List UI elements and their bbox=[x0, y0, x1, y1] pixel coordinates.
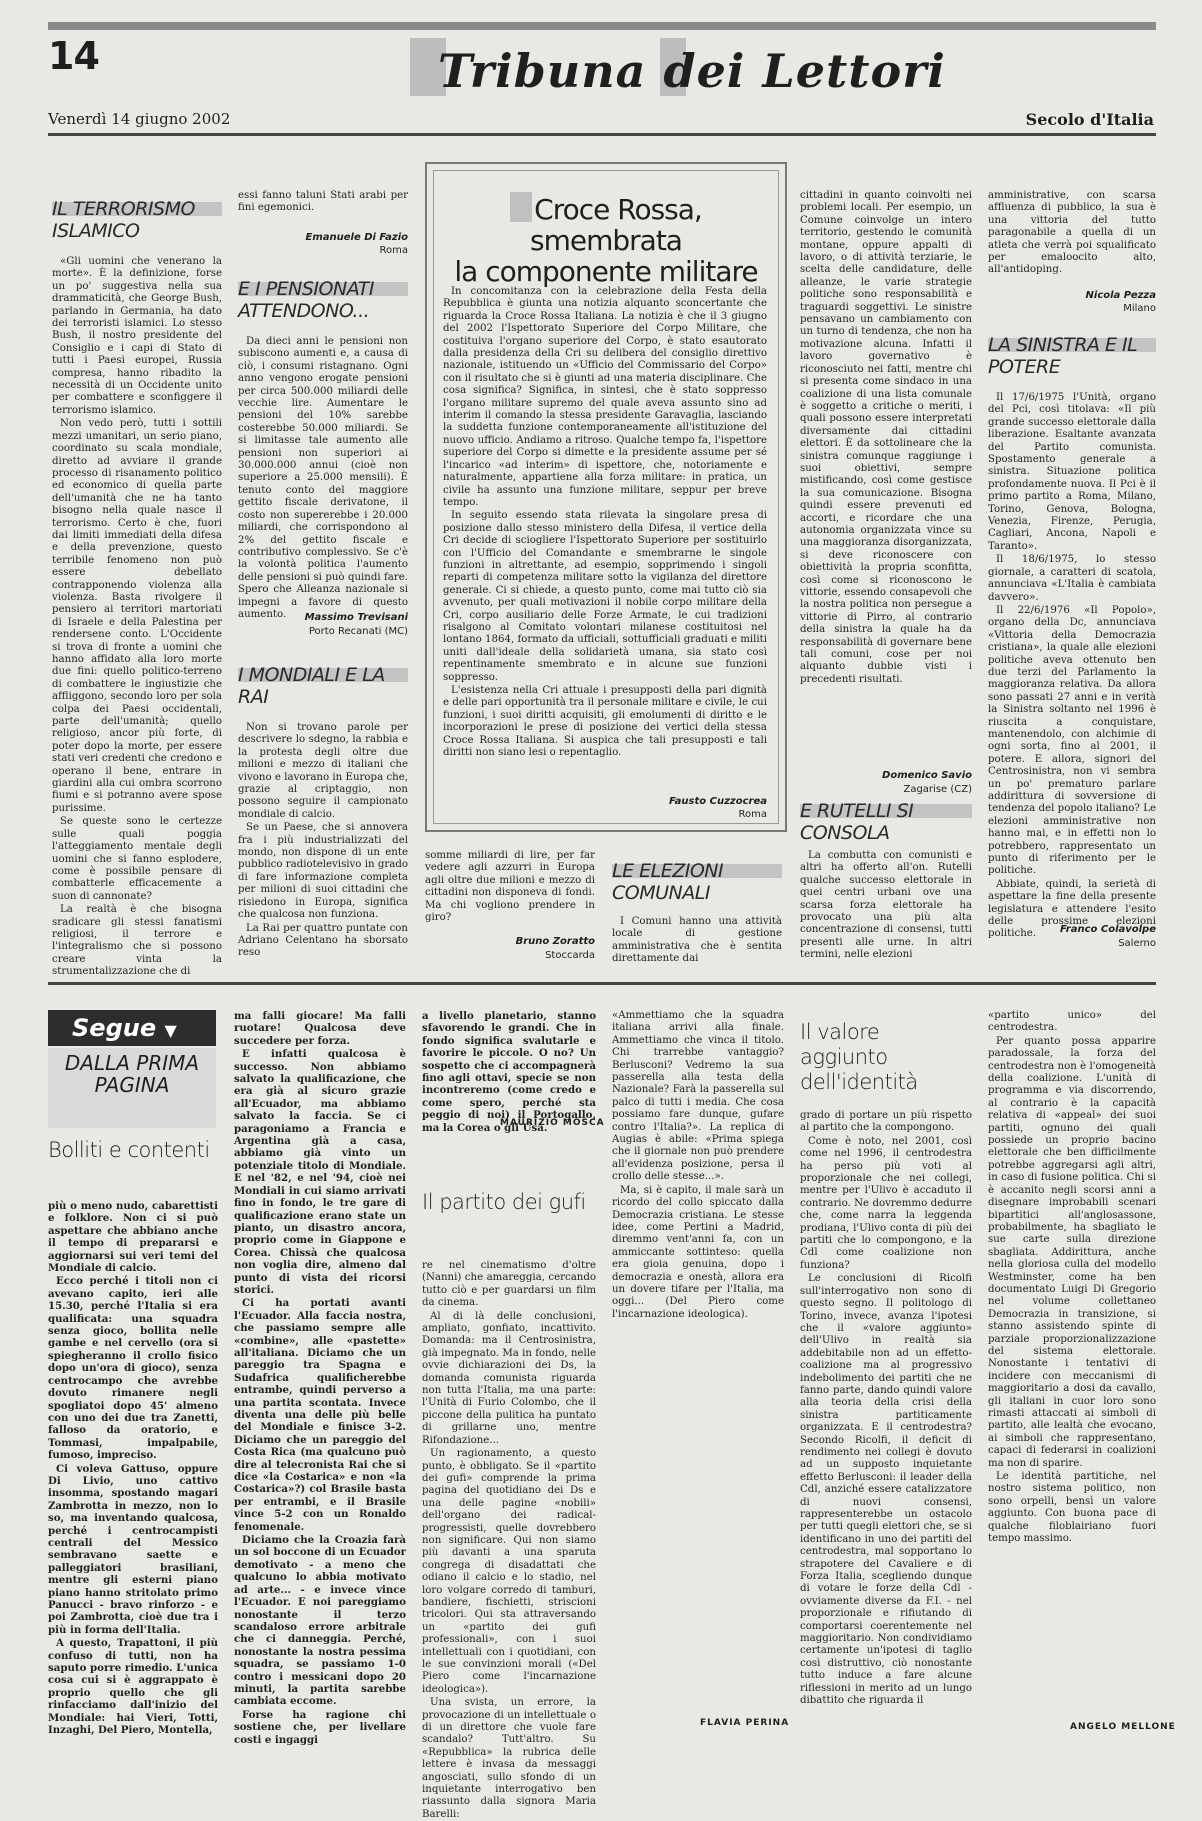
place-zoratto: Stoccarda bbox=[545, 950, 595, 961]
signature-trevisani: Massimo Trevisani bbox=[304, 612, 408, 623]
top-rule bbox=[48, 22, 1156, 30]
article-title-gufi: Il partito dei gufi bbox=[422, 1190, 586, 1214]
section-rule bbox=[48, 982, 1156, 985]
letter-body-elezioni: I Comuni hanno una attività locale di gestione amministrativa che è sentita direttamente dai bbox=[612, 916, 782, 965]
letter-cont-rutelli: amministrative, con scarsa affluenza di pubblico, la sua è una vittoria del tutto paragonabile a quella di un atleta che verrà poi squalificato per emaloocito alto, all'antidoping. bbox=[988, 190, 1156, 276]
signature-colavolpe: Franco Colavolpe bbox=[1060, 924, 1156, 935]
place-colavolpe: Salerno bbox=[1118, 938, 1156, 949]
letter-body-pensionati: Da dieci anni le pensioni non subiscono aumenti e, a causa di ciò, i consumi ristagnano. Ogni anno vengono erogate pensioni per circa 500.000 miliardi delle vecchie lire. Aumentare le pensioni del 10% sarebbe costerebbe 50.000 miliardi. Se si limitasse tale aumento alle pensioni non superiori ai 30.000.000 annui (cioè non superiore a 25.000 mensili). È tenuto conto del maggiore gettito fiscale derivatone, il costo non supererebbe i 20.000 miliardi, che corrispondono al 2% del gettito fiscale e contributivo complessivo. Se c'è la volontà politica l'aumento delle pensioni si può quindi fare. Spero che Alleanza nazionale si impegni a favore di questo aumento. bbox=[238, 336, 408, 620]
masthead-title: Tribuna dei Lettori bbox=[438, 44, 946, 98]
article-body-gufi-col2: «Ammettiamo che la squadra italiana arrivi alla finale. Ammettiamo che vinca il titolo. Chi trarrebbe vantaggio? Berlusconi? Vedremo la sua passerella alla testa della Nazionale? Farà la passerella sul palco di tutti i media. Che cosa possiamo fare dunque, gufare contro l'Italia?». La replica di Augias è abile: «Prima spiega che il giornale non può prendere all'evidenza posizione, persa il crollo delle stesse...». Ma, si è capito, il male sarà un ricordo del collo spiccato dalla Democrazia cristiana. Le stesse idee, come Pertini a Madrid, diremmo vent'anni fa, con un ammiccante sottinteso: quella era gioia genuina, dopo i democrazia e onestà, allora era un dovere tifare per l'Italia, ma oggi... (Del Piero come l'incarnazione ideologica). bbox=[612, 1010, 784, 1320]
article-body-valore-col2: «partito unico» del centrodestra. Per quanto possa apparire paradossale, la forza del centrodestra non è l'omogeneità della coalizione. L'unità di programma e via discorrendo, al contrario è la capacità relativa di «appeal» dei suoi partiti, ognuno dei quali possiede un proprio bacino elettorale che ben difficilmente potrebbe aggregarsi agli altri, in caso di fusione politica. Chi si è accanito negli scorsi anni a disegnare improbabili scenari bipartitici all'anglosassone, probabilmente, ha sbagliato le sue carte sulla direzione sbagliata. Addirittura, anche nella gloriosa culla del modello Westminster, come ha ben documentato Luigi Di Gregorio nel volume collettaneo Democrazia in transizione, si stanno assistendo spinte di parziale proporzionalizzazione del sistema elettorale. Nonostante i tentativi di incidere con meccanismi di maggioritario a dosi da cavallo, gli italiani in cuor loro sono rimasti attaccati ai simboli di partito, alle lealtà che evocano, ai simboli che rappresentano, capaci di federarsi in coalizioni ma non di sparire. Le identità partitiche, nel nostro sistema politico, non sono orpelli, bensì un valore aggiunto. Con buona pace di qualche filoblairiano fuori tempo massimo. bbox=[988, 1010, 1156, 1545]
signature-zoratto: Bruno Zoratto bbox=[515, 936, 595, 947]
letter-body-sinistra: Il 17/6/1975 l'Unità, organo del Pci, così titolava: «Il più grande successo elettorale dalla liberazione. Esaltante avanzata del Partito comunista. Spostamento generale a sinistra. Situazione politica profondamente nuova. Il Pci è il primo partito a Roma, Milano, Torino, Genova, Bologna, Venezia, Firenze, Perugia, Cagliari, Ancona, Napoli e Taranto». Il 18/6/1975, lo stesso giornale, a caratteri di scatola, annunciava «L'Italia è cambiata davvero». Il 22/6/1976 «Il Popolo», organo della Dc, annunciava «Vittoria della Democrazia cristiana», la quale alle elezioni politiche aveva ottenuto ben due terzi del Parlamento la maggioranza relativa. Da allora sono passati 27 anni e in verità la Sinistra soltanto nel 1996 è riuscita a conquistare, mantenendolo, con alchimie di ogni sorta, fino al 2001, il potere. E allora, signori del Centrosinistra, non vi sembra un po' prematuro parlare addirittura di sovversione di tendenza del popolo italiano? Le elezioni amministrative non hanno mai, e in effetti non lo potrebbero, rappresentato un punto di riferimento per le politiche. Abbiate, quindi, la serietà di aspettare la fine della presente legislatura e attendere l'esito delle prossime elezioni politiche. bbox=[988, 392, 1156, 940]
drop-initial-block bbox=[510, 192, 532, 222]
author-mellone: ANGELO MELLONE bbox=[1070, 1722, 1176, 1732]
letter-cont-mondiali: somme miliardi di lire, per far vedere agli azzurri in Europa agli oltre due milioni e mezzo di cittadini non disponeva di fondi. Ma chi vogliono prendere in giro? bbox=[425, 850, 595, 924]
segue-banner: Segue ▼ bbox=[48, 1010, 216, 1046]
signature-cuzzocrea: Fausto Cuzzocrea bbox=[669, 796, 767, 807]
triangle-down-icon: ▼ bbox=[164, 1021, 177, 1040]
article-title-valore: Il valore aggiunto dell'identità bbox=[800, 1020, 918, 1094]
article-body-gufi-col1: re nel cinematismo d'oltre (Nanni) che amareggia, cercando tutto ciò e per guardarsi un film da cinema. Al di là delle conclusioni, ampliato, gonfiato, incattivito. Domanda: ma il Centrosinistra, già impegnato. Ma in fondo, nelle ovvie dichiarazioni dei Ds, la domanda comunista riguarda non tutta l'Italia, ma una parte: l'Unità di Furio Colombo, che il piccone della pulitica ha puntato di grillarne uno, mentre Rifondazione... Un ragionamento, a questo punto, è obbligato. Se il «partito dei gufi» comprende la prima pagina del quotidiano dei Ds e una delle pagine «nobili» dell'organo dei radical-progressisti, quelle dovrebbero non significare. Qui non siamo più davanti a una sparuta congrega di disadattati che odiano il calcio e lo stadio, nel loro volgare corredo di tamburi, bandiere, fischietti, striscioni tricolori. Qui sta attraversando un «partito dei gufi professionali», con i suoi intellettuali con i quotidiani, con le sue convinzioni morali («Del Piero come l'incarnazione ideologica»). Una svista, un errore, la provocazione di un intellettuale o di un direttore che vuole fare scandalo? Tutt'altro. Su «Repubblica» la rubrica delle lettere è invasa da messaggi angosciati, sullo sfondo di un inquietante interrogativo ben riassunto dalla signora Maria Barelli: bbox=[422, 1260, 596, 1820]
letter-title-pensionati: E I PENSIONATI ATTENDONO... bbox=[238, 278, 408, 322]
letter-cont-elezioni: cittadini in quanto coinvolti nei problemi locali. Per esempio, un Comune coinvolge un intero territorio, gestendo le comunità montane, oppure appalti di lavoro, o di attività terziarie, le scelta delle candidature, delle alleanze, le varie strategie politiche sono responsabilità e traguardi soggettivi. Le sinistre pensavano un cambiamento con un turno di tendenza, che non ha motivazione alcuna. Infatti il lavoro governativo è riconosciuto nei fatti, mentre chi si presenta come sindaco in una coalizione di una lista comunale è soggetto a critiche o meriti, i quali possono essere interpretati diversamente dai cittadini elettori. È da sottolineare che la sinistra comunque raggiunge i suoi obiettivi, sempre mistificando, così come gestisce la sua comunicazione. Bisogna quindi essere prevenuti ed accorti, e ricordare che una autonomia organizzata vince su una maggioranza disorganizzata, si deve riconoscere con obiettività la propria sconfitta, così come si riconoscono le vittorie, essendo consapevoli che la nostra politica non persegue a vittorie di Pirro, al contrario della sinistra la quale ha da responsabilità di governare bene tali comuni, cose per noi alquanto dubbie visti i precedenti risultati. bbox=[800, 190, 972, 685]
author-mosca: MAURIZIO MOSCA bbox=[500, 1118, 605, 1128]
signature-savio: Domenico Savio bbox=[882, 770, 972, 781]
signature-pezza: Nicola Pezza bbox=[1085, 290, 1156, 301]
place-savio: Zagarise (CZ) bbox=[903, 784, 972, 795]
letter-title-rutelli: E RUTELLI SI CONSOLA bbox=[800, 800, 972, 844]
article-body-bolliti-col3: a livello planetario, stanno sfavorendo le grandi. Che in fondo significa svalutarle e favorire le piccole. O no? Un sospetto che ci accompagnerà fino agli ottavi, specie se non incontreremo (come credo e come spero, perché sta peggio di noi) il Portogallo, ma la Corea o gli Usa. bbox=[422, 1010, 596, 1134]
masthead bbox=[410, 38, 946, 100]
boxed-article-body: In concomitanza con la celebrazione della Festa della Repubblica è giunta una notizia alquanto sconcertante che riguarda la Croce Rossa Italiana. La notizia è che il 3 giugno del 2002 l'Ispettorato Superiore del Corpo Militare, che costituiva l'organo superiore del Corpo, è stato esautorato dalla presidenza della Cri su delibera del consiglio direttivo nazionale, istituendo un «Ufficio del Commissario del Corpo» con il risultato che si è giunti ad una materia disciplinare. Che cosa significa? Significa, in sintesi, che è stato soppresso l'organo militare supremo del quale aveva assunto sino ad interim il comando la stessa presidente Garavaglia, lasciando la suddetta funzione contemporaneamente all'istituzione del nuovo ufficio. Andiamo a ritroso. Qualche tempo fa, l'ispettore superiore del Corpo si dimette e la presidente assume per sé l'incarico «ad interim» di ispettore, che, notoriamente e naturalmente, appartiene alla forza militare: in pratica, un civile ha assunto una funzione militare, seppur per breve tempo. In seguito essendo stata rilevata la singolare presa di posizione dallo stesso ministero della Difesa, il vertice della Cri decide di sciogliere l'Ispettorato Superiore per sostituirlo con l'Ufficio del Comandante e smembrarne le singole funzioni in altrettante, ad esempio, sopprimendo i singoli reparti di competenza militare sotto la vigilanza del direttore generale. Ci si chiede, a questo punto, come mai tutto ciò sia avvenuto, per quali motivazioni il nobile corpo militare della Cri, corpo ausiliario delle Forze Armate, le cui tradizioni risalgono al Comitato volontari milanese costituitosi nel lontano 1864, formato da ufficiali, sottufficiali graduati e militi uniti dall'ideale della solidarietà umana, sia stato così repentinamente smembrato e in alcune sue funzioni soppresso. L'esistenza nella Cri attuale i presupposti della pari dignità e delle pari opportunità tra il personale militare e civile, le cui funzioni, i suoi diritti acquisiti, gli emolumenti di diritto e le incorporazioni le prese di posizione dei vertici della stessa Croce Rossa Italiana. Si auspica che tali presupposti e tali diritti non siano lesi o repentaglio. bbox=[443, 286, 768, 759]
letter-body-rutelli: La combutta con comunisti e altri ha offerto all'on. Rutelli qualche successo elettorale in quei centri urbani ove una scarsa forza elettorale ha provocato una più alta concentrazione di consensi, tutti presenti alle urne. In altri termini, nelle elezioni bbox=[800, 850, 972, 961]
signature-difazio: Emanuele Di Fazio bbox=[305, 232, 408, 243]
place-trevisani: Porto Recanati (MC) bbox=[308, 626, 408, 637]
letter-cont-terrorismo: essi fanno taluni Stati arabi per fini egemonici. bbox=[238, 190, 408, 214]
author-perina: FLAVIA PERINA bbox=[700, 1718, 790, 1728]
newspaper-name: Secolo d'Italia bbox=[1025, 110, 1154, 129]
page-number: 14 bbox=[48, 34, 99, 78]
place-cuzzocrea: Roma bbox=[738, 809, 767, 820]
letter-body-terrorismo: «Gli uomini che venerano la morte». È la definizione, forse un po' suggestiva nella sua drammaticità, che George Bush, parlando in Germania, ha dato dei terroristi islamici. Lo stesso Bush, il nostro presidente del Consiglio e i capi di Stato di tutti i Paesi europei, Russia compresa, hanno ribadito la necessità di un Occidente unito per combattere e sconfiggere il terrorismo islamico. Non vedo però, tutti i sottili mezzi umanitari, un serio piano, coordinato su scala mondiale, diretto ad avviare il grande processo di risanamento politico ed economico di quella parte dell'umanità che ne ha tanto bisogno nella quale nasce il terrorismo. Certo è che, fuori dai limiti immediati della difesa e della prevenzione, questo terribile fenomeno non può essere debellato contrapponendo violenza alla violenza. Basta rivolgere il pensiero ai territori martoriati di Israele e della Palestina per rendersene conto. L'Occidente si trova di fronte a uomini che hanno affidato alla loro morte due fini: quello politico-terreno di combattere le ingiustizie che affliggono, secondo loro per sola colpa dei Paesi occidentali, parte dell'umanità; quello religioso, ancor più forte, di poter dopo la morte, per essere stati veri credenti che credono e operano il bene, entrare in giardini alla cui ombra scorrono fiumi e si potranno avere spose purissime. Se queste sono le certezze sulle quali poggia l'atteggiamento mentale degli uomini che si fanno esplodere, come è possibile pensare di combatterle efficacemente a suon di cannonate? La realtà è che bisogna sradicare gli stessi fanatismi religiosi, il terrore e l'integralismo che si possono creare vinta la strumentalizzazione che di bbox=[52, 256, 222, 978]
header-rule bbox=[48, 133, 1156, 136]
article-body-bolliti-col1: più o meno nudo, cabarettisti e folklore. Non ci si può aspettare che abbiano anche il tempo di prepararsi e aggiornarsi sui veri temi del Mondiale di calcio. Ecco perché i titoli non ci avevano capito, ieri alle 15.30, perché l'Italia si era qualificata: una squadra senza gioco, bollita nelle gambe e nel cervello (ora si spiegheranno il crollo fisico dopo un'ora di gioco), senza centrocampo che avrebbe dovuto rimanere negli spogliatoi dopo 45' almeno con uno dei due tra Zanetti, falloso da oratorio, e Tommasi, impalpabile, fumoso, impreciso. Ci voleva Gattuso, oppure Di Livio, uno cattivo insomma, spostando magari Zambrotta in mezzo, non lo so, ma inventando qualcosa, perché i centrocampisti centrali del Messico sembravano saette e palleggiatori brasiliani, mentre gli esterni piano piano hanno stritolato primo Panucci - bravo rinforzo - e poi Zambrotta, cioè due tra i più in forma dell'Italia. A questo, Trapattoni, il più confuso di tutti, non ha saputo porre rimedio. L'unica cosa cui si è aggrappato è proprio quello che gli rinfacciamo dall'inizio del Mondiale: hai Vieri, Totti, Inzaghi, Del Piero, Montella, bbox=[48, 1200, 218, 1737]
boxed-article-title: Croce Rossa, smembrata la componente militare bbox=[454, 193, 758, 288]
letter-title-mondiali: I MONDIALI E LA RAI bbox=[238, 664, 408, 708]
dateline: Venerdì 14 giugno 2002 bbox=[48, 110, 231, 128]
article-title-bolliti: Bolliti e contenti bbox=[48, 1138, 210, 1162]
letter-body-mondiali: Non si trovano parole per descrivere lo sdegno, la rabbia e la protesta degli oltre due milioni e mezzo di italiani che vivono e lavorano in Europa che, grazie al criptaggio, non possono seguire il campionato mondiale di calcio. Se un Paese, che si annovera fra i più industrializzati del mondo, non dispone di un ente pubblico radiotelevisivo in grado di fare informazione completa per milioni di suoi cittadini che risiedono in Europa, significa che qualcosa non funziona. La Rai per quattro puntate con Adriano Celentano ha sborsato reso bbox=[238, 722, 408, 959]
boxed-article bbox=[425, 162, 787, 832]
article-body-bolliti-col2: ma falli giocare! Ma falli ruotare! Qualcosa deve succedere per forza. E infatti qualcosa è successo. Non abbiamo salvato la qualificazione, che era già al sicuro grazie all'Ecuador, ma abbiamo salvato la faccia. Se ci paragoniamo a Francia e Argentina già a casa, abbiamo già vinto un potenziale titolo di Mondiale. E nel '82, e nel '94, cioè nei Mondiali in cui siamo arrivati fino in fondo, le tre gare di qualificazione erano state un pianto, un disastro ancora, proprio come in Giappone e Corea. Chissà che qualcosa non voglia dire, almeno dal punto di vista dei ricorsi storici. Ci ha portati avanti l'Ecuador. Alla faccia nostra, che passiamo sempre alle «combine», alle «pastette» all'italiana. Diciamo che un pareggio tra Spagna e Sudafrica qualificherebbe entrambe, quindi perverso a una partita scontata. Invece diventa una delle più belle del Mondiale e finisce 3-2. Diciamo che un pareggio del Costa Rica (ma qualcuno può dire al telecronista Rai che si dice «la Costarica» e non «la Costarica»?) col Brasile basta per entrambi, e il Brasile vince 5-2 con un Ronaldo fenomenale. Diciamo che la Croazia farà un sol boccone di un Ecuador demotivato - a meno che qualcuno lo abbia motivato ad arte... - e invece vince l'Ecuador. E noi pareggiamo nonostante il terzo scandaloso errore arbitrale che ci danneggia. Perché, nonostante la nostra pessima squadra, se passiamo 1-0 contro i messicani dopo 20 minuti, la partita sarebbe cambiata eccome. Forse ha ragione chi sostiene che, per livellare costi e ingaggi bbox=[234, 1010, 406, 1746]
letter-title-elezioni: LE ELEZIONI COMUNALI bbox=[612, 860, 782, 904]
dalla-prima-pagina-label: DALLA PRIMA PAGINA bbox=[48, 1048, 216, 1128]
letter-title-sinistra: LA SINISTRA E IL POTERE bbox=[988, 334, 1156, 378]
letter-title-terrorismo: IL TERRORISMO ISLAMICO bbox=[52, 198, 222, 242]
article-body-valore-col1: grado di portare un più rispetto al partito che la compongono. Come è noto, nel 2001, così come nel 1996, il centrodestra ha perso più voti al proporzionale che nei collegi, mentre per l'Ulivo è accaduto il contrario. Ne dovremmo dedurre che, come narra la leggenda prodiana, l'Ulivo conta di più dei partiti che lo compongono, e la Cdl come coalizione non funziona? Le conclusioni di Ricolfi sull'interrogativo non sono di questo segno. Il politologo di Torino, invece, avanza l'ipotesi che il «valore aggiunto» dell'Ulivo in realtà sia addebitabile non ad un effetto-coalizione ma al progressivo indebolimento dei partiti che ne fanno parte, dando quindi valore alla teoria della crisi della sinistra partiticamente organizzata. E il centrodestra? Secondo Ricolfi, il deficit di rendimento nei collegi è dovuto ad un supposto inquietante effetto Berlusconi: il leader della Cdl, anziché essere catalizzatore di nuovi consensi, rappresenterebbe un ostacolo per tutti quegli elettori che, se si identificano in uno dei partiti del centrodestra, mal sopportano lo strapotere del Cavaliere e di Forza Italia, scegliendo dunque di votare le forze della Cdl - ovviamente diverse da F.I. - nel proporzionale e rifiutando di comportarsi coerentemente nel maggioritario. Non condividiamo certamente un'ipotesi di taglio così distruttivo, ciò nonostante tutto induce a fare alcune riflessioni in merito ad un lungo dibattito che riguarda il bbox=[800, 1110, 972, 1707]
place-difazio: Roma bbox=[379, 245, 408, 256]
place-pezza: Milano bbox=[1123, 303, 1156, 314]
